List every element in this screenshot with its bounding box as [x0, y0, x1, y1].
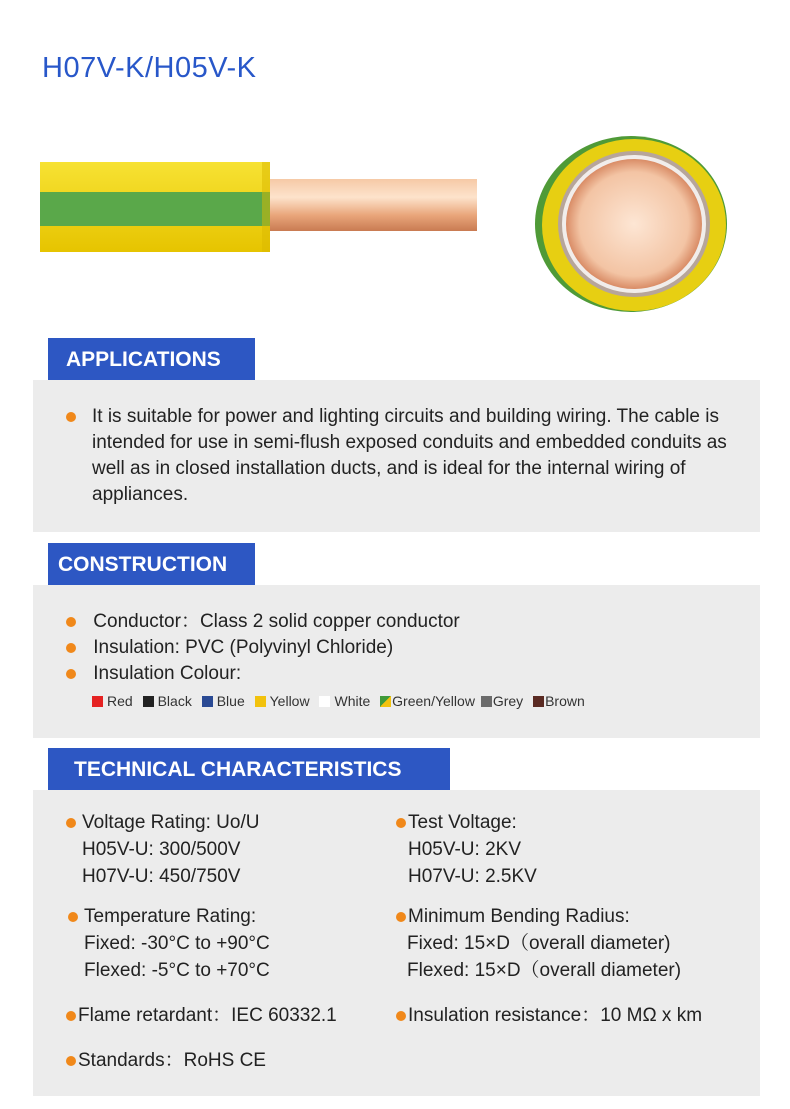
- bullet-icon: [396, 818, 406, 828]
- bullet-icon: [396, 1011, 406, 1021]
- applications-heading: APPLICATIONS: [48, 338, 255, 380]
- bullet-icon: [66, 412, 76, 422]
- test-voltage: Test Voltage: H05V-U: 2KV H07V-U: 2.5KV: [396, 809, 537, 890]
- voltage-rating: Voltage Rating: Uo/U H05V-U: 300/500V H07V-U: 450/750V: [66, 809, 259, 890]
- bullet-icon: [66, 643, 76, 653]
- green-yellow-swatch-icon: [380, 696, 391, 707]
- colour-item: Red: [92, 693, 133, 709]
- blue-swatch-icon: [202, 696, 213, 707]
- grey-swatch-icon: [481, 696, 492, 707]
- colour-item: Yellow: [255, 693, 310, 709]
- bullet-icon: [66, 669, 76, 679]
- technical-heading: TECHNICAL CHARACTERISTICS: [48, 748, 450, 790]
- bullet-icon: [66, 1011, 76, 1021]
- standards: Standards：RoHS CE: [66, 1047, 266, 1074]
- red-swatch-icon: [92, 696, 103, 707]
- bullet-icon: [68, 912, 78, 922]
- white-swatch-icon: [319, 696, 330, 707]
- conductor-text: Conductor：Class 2 solid copper conductor: [93, 611, 460, 632]
- black-swatch-icon: [143, 696, 154, 707]
- insulation-colour-text: Insulation Colour:: [93, 663, 242, 684]
- cable-end-image: [533, 134, 729, 314]
- colour-list: [92, 693, 591, 709]
- insulation-text: Insulation: PVC (Polyvinyl Chloride): [93, 637, 394, 658]
- bullet-icon: [66, 1056, 76, 1066]
- construction-item: [66, 635, 393, 661]
- construction-item: [66, 661, 241, 687]
- construction-item: [66, 609, 460, 635]
- construction-heading: CONSTRUCTION: [48, 543, 255, 585]
- brown-swatch-icon: [533, 696, 544, 707]
- insulation-resistance: Insulation resistance：10 MΩ x km: [396, 1002, 702, 1029]
- bullet-icon: [66, 818, 76, 828]
- bullet-icon: [396, 912, 406, 922]
- colour-item: White: [319, 693, 370, 709]
- bending-radius: Minimum Bending Radius: Fixed: 15×D（overall diameter) Flexed: 15×D（overall diameter): [396, 903, 681, 984]
- flame-retardant: Flame retardant：IEC 60332.1: [66, 1002, 337, 1029]
- cable-side-image: [40, 155, 480, 255]
- bullet-icon: [66, 617, 76, 627]
- colour-item: Grey: [481, 693, 523, 709]
- colour-item: Brown: [533, 693, 585, 709]
- page-title: H07V-K/H05V-K: [42, 52, 257, 84]
- colour-item: Blue: [202, 693, 245, 709]
- colour-item: Green/Yellow: [380, 693, 475, 709]
- yellow-swatch-icon: [255, 696, 266, 707]
- temperature-rating: Temperature Rating: Fixed: -30°C to +90°C Flexed: -5°C to +70°C: [66, 903, 270, 984]
- applications-text: It is suitable for power and lighting circuits and building wiring. The cable is intended for use in semi-flush exposed conduits and embedded conduits as well as in closed installation ducts, and is ideal for the internal wiring of appliances.: [92, 406, 727, 505]
- colour-item: Black: [143, 693, 192, 709]
